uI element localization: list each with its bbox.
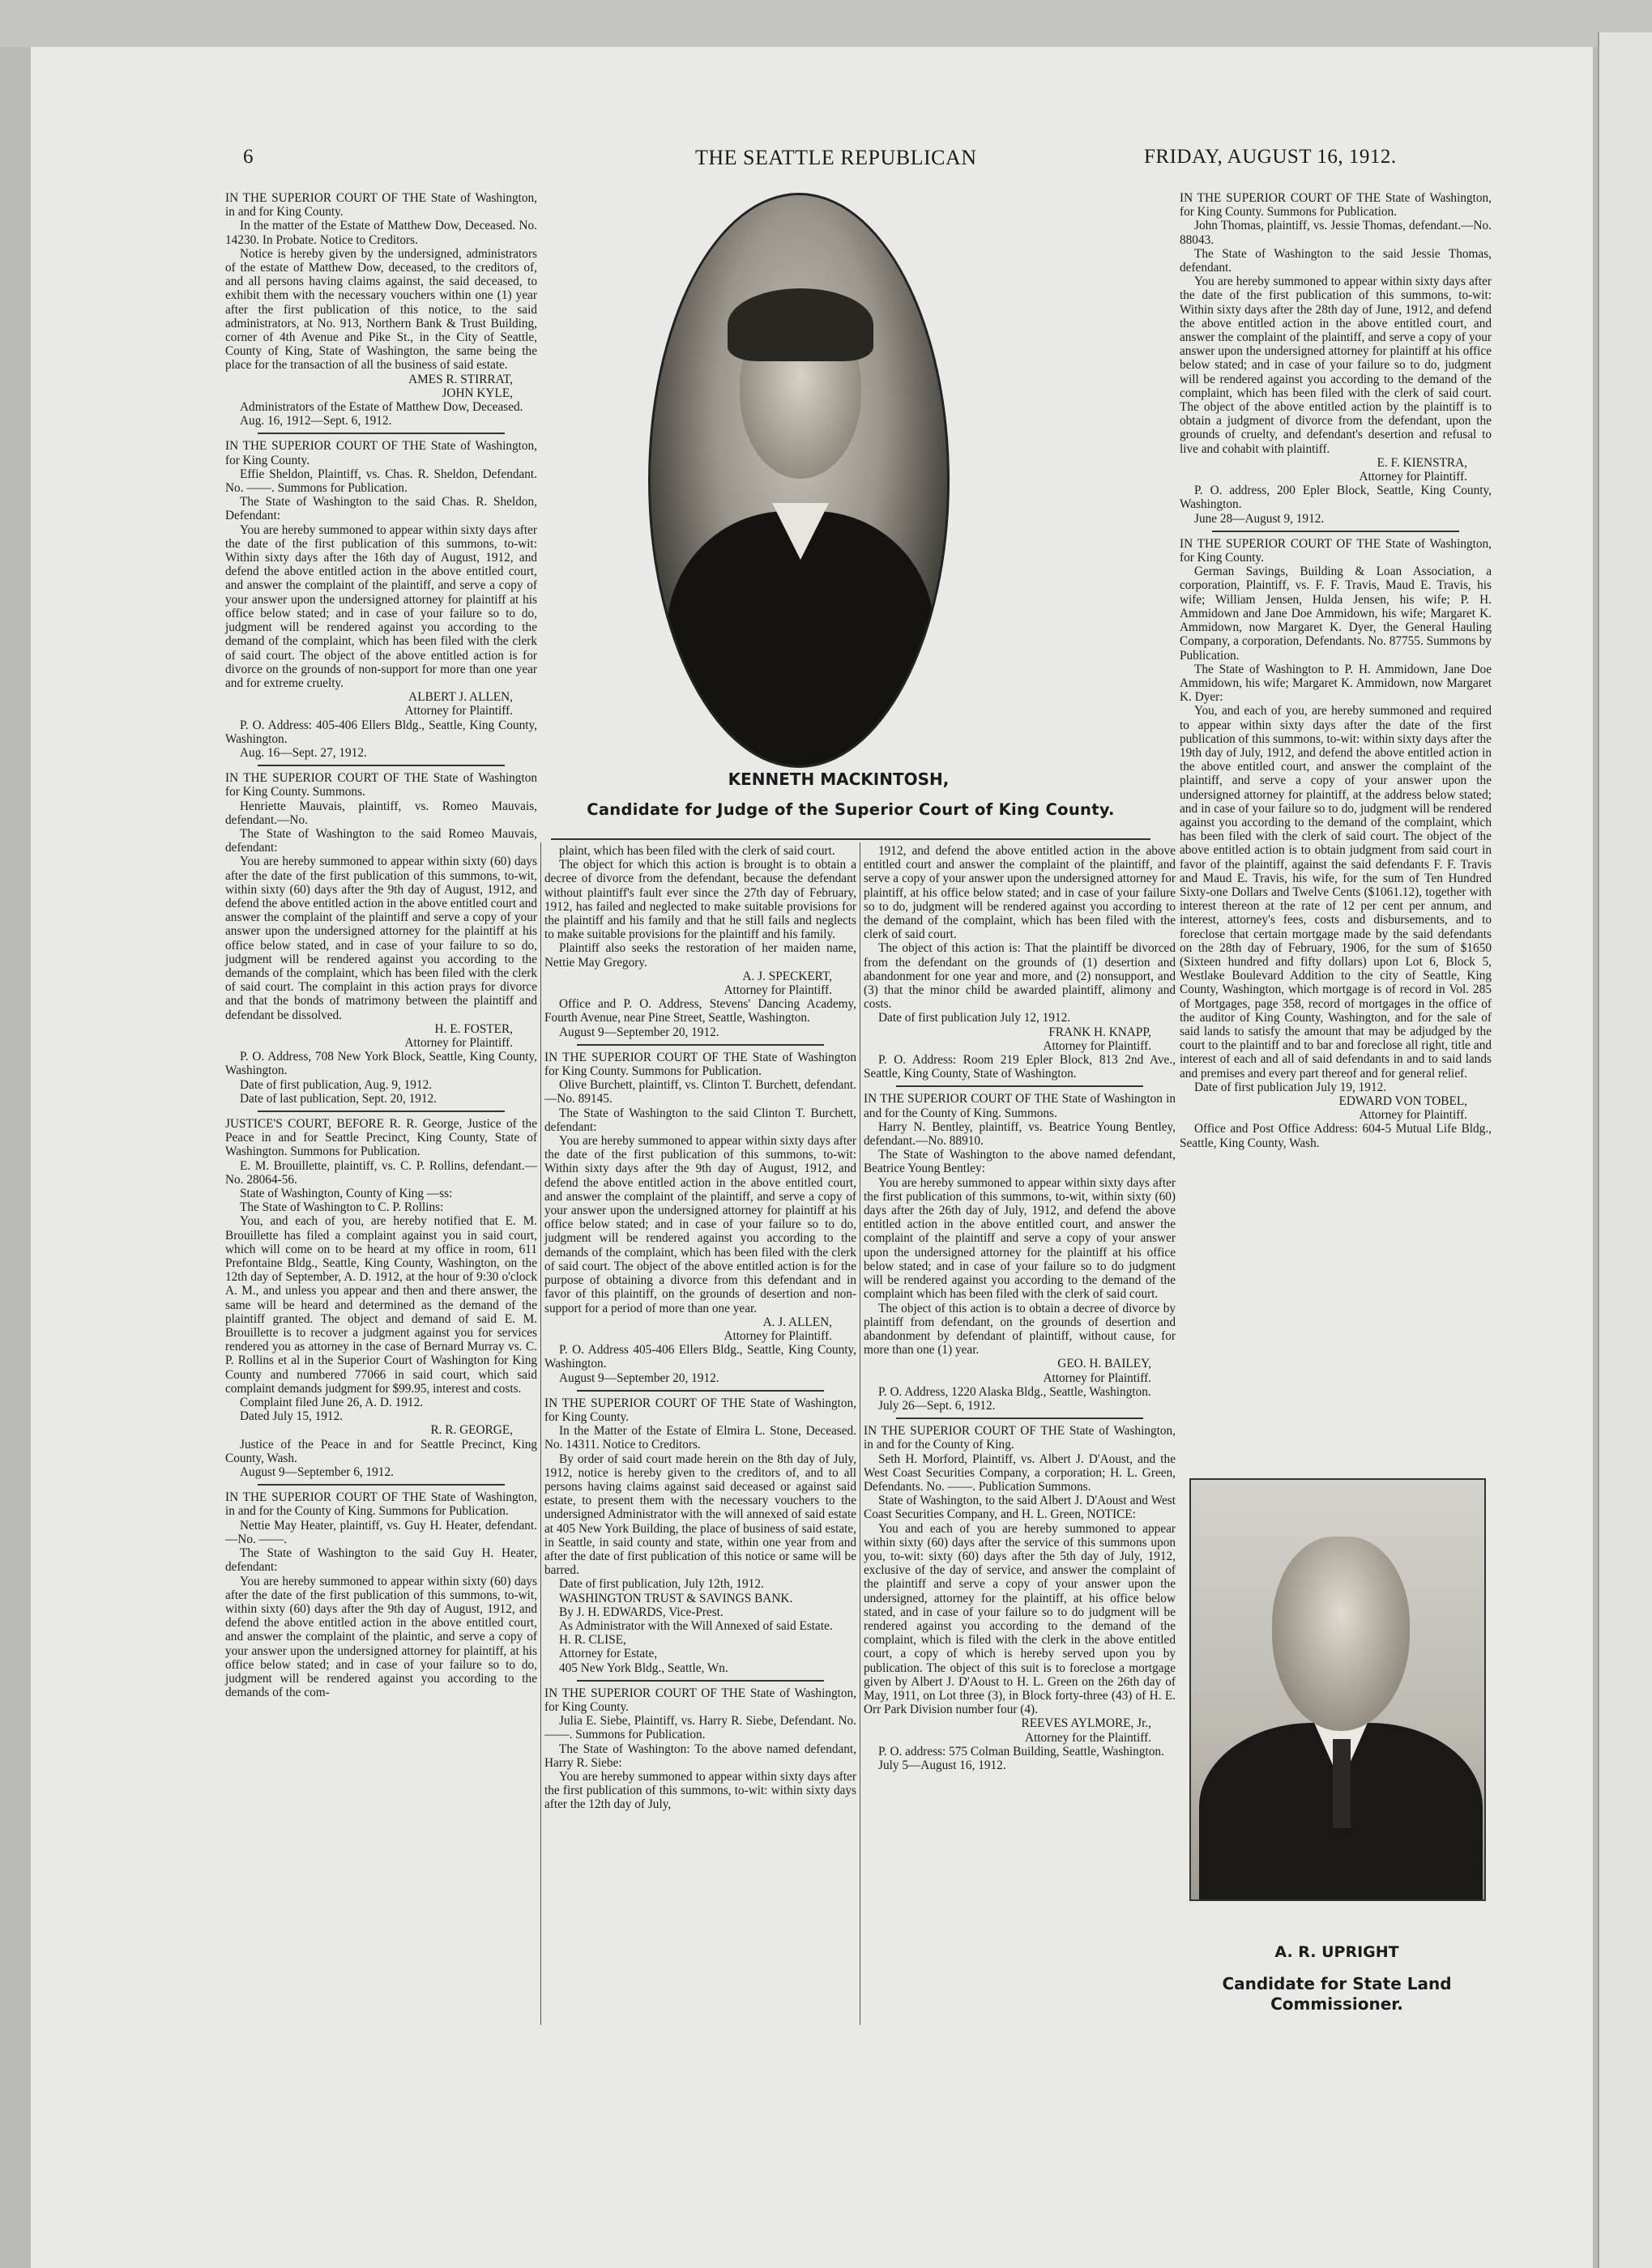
notice-paragraph: The object of this action is: That the plaintiff be divorced from the defendant on the grounds of (1) desertion and abandonment for one year and more, and (2) nonsupport, and (3) that the minor child be awarded plaintiff, alimony and costs. — [864, 941, 1176, 1012]
notice-signature: Attorney for Plaintiff. — [724, 983, 832, 998]
notice-footer: Aug. 16—Sept. 27, 1912. — [240, 745, 367, 760]
notice-paragraph: You, and each of you, are hereby summoned and required to appear within sixty days after the date of the first publication of this summons, to-wit: within sixty days after the 19th day of July, 1912, and defend the above entitled action in the above entitled court, and answer the complaint of the plaintiff, and serve a copy of your answer upon the undersigned attorney for plaintiff, at the address below stated; and in case of your failure so to do, judgment will be rendered against you according to the demand of the complaint, which has been filed with the clerk of said court. The object of the above entitled action is to obtain judgment from said court in favor of the plaintiff, against the said defendants F. F. Travis and Maud E. Travis, his wife, for the sum of Ten Hundred Sixty-one Dollars and Twelve Cents ($1061.12), together with interest thereon at the rate of 12 per cent per annum, and interest, attorney's fees, costs and disbursements, and to foreclose that certain mortgage made by the said defendants on the 28th day of February, 1906, for the sum of $1650 (Sixteen hundred and fifty dollars) upon Lot 6, Block 5, Westlake Boulevard Addition to the city of Seattle, King County, Washington, which mortgage is of record in Vol. 285 of Mortgages, page 358, record of mortgages in the office of the auditor of King County, Washington, and for the sale of said lands to satisfy the amount that may be adjudged by the court to the plaintiff and to bar and foreclose all right, title and interest of each and all of said defendants in and to said lands and premises and every part thereof and for general relief. — [1180, 704, 1492, 1081]
column-3 — [864, 844, 1176, 1774]
notice-heading: IN THE SUPERIOR COURT OF THE State of Washington, for King County. — [225, 439, 537, 467]
notice-footer: July 26—Sept. 6, 1912. — [878, 1398, 996, 1413]
notice-footer: June 28—August 9, 1912. — [1194, 511, 1325, 526]
notice-footer: P. O. Address, 1220 Alaska Bldg., Seattle, Washington. — [878, 1384, 1151, 1399]
notice-footer: Attorney for Estate, — [559, 1647, 658, 1661]
notice-paragraph: You are hereby summoned to appear within sixty (60) days after the date of the first publication of this summons, to-wit, within sixty (60) days after the 9th day of August, 1912, and defend the above entitled action in the above entitled court, and answer the complaint of the plaintic, and serve a copy of your answer upon the undersigned attorney for plaintiff, at his office below stated; and in case of your failure so to do, judgment will be rendered against you according to the demands of the com- — [225, 1574, 537, 1700]
portrait-kenneth-mackintosh — [648, 193, 950, 768]
notice-signature: Attorney for Plaintiff. — [1043, 1371, 1151, 1385]
notice-signature: Attorney for Plaintiff. — [724, 1328, 832, 1343]
notice-paragraph: Henriette Mauvais, plaintiff, vs. Romeo Mauvais, defendant.—No. — [225, 799, 537, 827]
notice-paragraph: The State of Washington to the said Romeo Mauvais, defendant: — [225, 826, 537, 855]
notice-paragraph: In the matter of the Estate of Matthew Dow, Deceased. No. 14230. In Probate. Notice to Creditors. — [225, 219, 537, 247]
notice-paragraph: By order of said court made herein on the 8th day of July, 1912, notice is hereby given to the creditors of, and to all persons having claims against said deceased or against said estate, to present them with the necessary vouchers to the undersigned Administrator with the will annexed of said estate at 405 New York Building, the place of business of said estate, in Seattle, in said county and state, within one year from and after the date of first publication of this notice or same will be barred. — [544, 1452, 856, 1578]
notice-paragraph: 1912, and defend the above entitled action in the above entitled court and answer the complaint of the plaintiff, and serve a copy of your answer upon the undersigned attorney for plaintiff, at his office below stated; and in case of your failure so to do, judgment will be rendered against you according to the demand of the complaint, which has been filed with the clerk of said court. — [864, 844, 1176, 942]
masthead-date: FRIDAY, AUGUST 16, 1912. — [1144, 146, 1397, 168]
portrait-2-title: Candidate for State Land Commissioner. — [1222, 1974, 1452, 2014]
notice-footer: Date of last publication, Sept. 20, 1912. — [240, 1091, 438, 1106]
notice-separator — [258, 1484, 505, 1486]
notice-paragraph: German Savings, Building & Loan Association, a corporation, Plaintiff, vs. F. F. Travis, Maud E. Travis, his wife; William Jensen, Hulda Jensen, his wife; P. H. Ammidown and Jane Doe Ammidown, his wife; Margaret K. Ammidown, now Margaret K. Dyer, the General Hauling Company, a corporation, Defendants. No. 87755. Summons by Publication. — [1180, 565, 1492, 663]
notice-paragraph: John Thomas, plaintiff, vs. Jessie Thomas, defendant.—No. 88043. — [1180, 219, 1492, 247]
notice-signature: Attorney for Plaintiff. — [1359, 1108, 1467, 1123]
notice-paragraph: You are hereby summoned to appear within sixty days after the date of the first publication of this summons, to-wit: Within sixty days after the 16th day of August, 1912, and defend the above entitled action in the above entitled court, and answer the complaint of the plaintiff, and serve a copy of your answer upon the undersigned attorney for plaintiff at his office below stated; and in case of your failure so to do, judgment will be rendered against you according to the demand of the complaint, which has been filed with the clerk of said court. The object of the above entitled action is for divorce on the grounds of non-support for more than one year and for extreme cruelty. — [225, 522, 537, 690]
notice-separator — [1212, 531, 1459, 532]
notice-paragraph: The State of Washington to the said Chas. R. Sheldon, Defendant: — [225, 495, 537, 523]
notice-footer: Administrators of the Estate of Matthew Dow, Deceased. — [240, 400, 523, 415]
notice-paragraph: The State of Washington to the said Clinton T. Burchett, defendant: — [544, 1106, 856, 1134]
notice-signature: EDWARD VON TOBEL, — [1338, 1094, 1467, 1108]
portrait-2-caption — [1175, 1942, 1499, 2014]
portrait-a-r-upright — [1189, 1478, 1486, 1901]
notice-paragraph: You are hereby summoned to appear within sixty (60) days after the date of the first publication of this summons, to-wit, within sixty (60) days after the 9th day of August, 1912, and defend the above entitled action in the above entitled court and answer the complaint of the plaintiff and serve a copy of your answer upon the undersigned attorney for the plaintiff at his office below stated, and in case of your failure to so do, judgment will be rendered against you according to the demands of the complaint, which has been filed with the clerk of said court. The complaint in this action prays for divorce and that the bonds of matrimony between the plaintiff and defendant be dissolved. — [225, 855, 537, 1022]
notice-signature: REEVES AYLMORE, Jr., — [1021, 1716, 1151, 1731]
notice-paragraph: The State of Washington to P. H. Ammidown, Jane Doe Ammidown, his wife; Margaret K. Ammidown, now Margaret K. Dyer: — [1180, 662, 1492, 705]
notice-signature: A. J. SPECKERT, — [742, 969, 832, 983]
notice-footer: P. O. Address, 708 New York Block, Seattle, King County, Washington. — [225, 1050, 537, 1078]
notice-footer: Office and P. O. Address, Stevens' Dancing Academy, Fourth Avenue, near Pine Street, Seattle, Washington. — [544, 997, 856, 1025]
notice-signature: H. E. FOSTER, — [434, 1021, 513, 1036]
notice-paragraph: Seth H. Morford, Plaintiff, vs. Albert J. D'Aoust, and the West Coast Securities Company, a corporation; H. L. Green, Defendants. No. ——. Publication Summons. — [864, 1452, 1176, 1494]
notice-separator — [258, 765, 505, 766]
page-number: 6 — [243, 146, 254, 168]
notice-paragraph: You are hereby summoned to appear within sixty days after the first publication of this summons, to-wit, within sixty (60) days after the 26th day of July, 1912, and defend the above entitled action in the above entitled court, and answer the complaint of the plaintiff and serve a copy of your answer upon the undersigned attorney for the plaintiff at his office below stated; and in case of your failure so to do judgment will be rendered against you according to the demand of the complaint which has been filed with the clerk of said court. — [864, 1175, 1176, 1302]
legal-notice — [864, 844, 1176, 1081]
column-4 — [1180, 191, 1492, 1152]
notice-signature: R. R. GEORGE, — [430, 1423, 513, 1438]
legal-notice — [225, 771, 537, 1106]
notice-heading: IN THE SUPERIOR COURT OF THE State of Washington, in and for the County of King. Summons for Publication. — [225, 1490, 537, 1519]
legal-notice — [225, 439, 537, 760]
notice-footer: July 5—August 16, 1912. — [878, 1759, 1006, 1772]
notice-footer: P. O. address: 575 Colman Building, Seattle, Washington. — [878, 1744, 1164, 1759]
notice-footer: Aug. 16, 1912—Sept. 6, 1912. — [240, 414, 392, 428]
notice-paragraph: In the Matter of the Estate of Elmira L. Stone, Deceased. No. 14311. Notice to Creditors. — [544, 1424, 856, 1452]
notice-paragraph: You are hereby summoned to appear within sixty days after the date of the first publication of this summons, to-wit: Within sixty days after the 28th day of June, 1912, and defend the above entitled action in the above entitled court, and answer the complaint of the plaintiff, and serve a copy of your answer upon the undersigned attorney for plaintiff at his office below stated; and in case of your failure so to do, judgment will be rendered against you according to the demand of the complaint, which has been filed with the clerk of said court. The object of the above entitled action by the plaintiff is to obtain a judgment of divorce from the defendant, upon the grounds of cruelty, and defendant's desertion and refusal to live and cohabit with plaintiff. — [1180, 275, 1492, 456]
notice-footer: By J. H. EDWARDS, Vice-Prest. — [559, 1605, 724, 1619]
notice-heading: IN THE SUPERIOR COURT OF THE State of Washington, in and for King County. — [225, 191, 537, 220]
notice-heading: IN THE SUPERIOR COURT OF THE State of Washington, for King County. — [1180, 536, 1492, 565]
notice-footer: Office and Post Office Address: 604-5 Mutual Life Bldg., Seattle, King County, Wash. — [1180, 1122, 1492, 1150]
notice-heading: IN THE SUPERIOR COURT OF THE State of Washington in and for the County of King. Summons. — [864, 1092, 1176, 1120]
notice-footer: P. O. Address: Room 219 Epler Block, 813 2nd Ave., Seattle, King County, State of Washington. — [864, 1053, 1176, 1081]
notice-footer: As Administrator with the Will Annexed of said Estate. — [559, 1618, 833, 1633]
notice-paragraph: Olive Burchett, plaintiff, vs. Clinton T. Burchett, defendant.—No. 89145. — [544, 1078, 856, 1106]
notice-paragraph: State of Washington, to the said Albert J. D'Aoust and West Coast Securities Company, and H. L. Green, NOTICE: — [864, 1494, 1176, 1522]
legal-notice — [864, 1092, 1176, 1413]
notice-paragraph: Dated July 15, 1912. — [240, 1409, 344, 1424]
notice-signature: ALBERT J. ALLEN, — [408, 690, 513, 705]
notice-signature: Attorney for Plaintiff. — [404, 704, 513, 718]
notice-separator — [577, 1044, 824, 1046]
notice-separator — [896, 1418, 1143, 1419]
notice-paragraph: Effie Sheldon, Plaintiff, vs. Chas. R. Sheldon, Defendant. No. ——. Summons for Publication. — [225, 467, 537, 496]
notice-heading: IN THE SUPERIOR COURT OF THE State of Washington for King County. Summons. — [225, 771, 537, 799]
notice-paragraph: Plaintiff also seeks the restoration of her maiden name, Nettie May Gregory. — [544, 941, 856, 970]
notice-heading: IN THE SUPERIOR COURT OF THE State of Washington for King County. Summons for Publication. — [544, 1050, 856, 1079]
column-1 — [225, 191, 537, 1701]
legal-notice — [1180, 191, 1492, 526]
notice-paragraph: Julia E. Siebe, Plaintiff, vs. Harry R. Siebe, Defendant. No. ——. Summons for Publication. — [544, 1714, 856, 1742]
notice-paragraph: State of Washington, County of King —ss: — [240, 1187, 453, 1201]
scan-margin-top — [0, 0, 1652, 47]
notice-paragraph: The State of Washington to C. P. Rollins: — [240, 1200, 444, 1215]
portrait-1-caption: Candidate for Judge of the Superior Court of King County. — [587, 800, 1115, 819]
legal-notice — [1180, 537, 1492, 1150]
notice-signature: Attorney for Plaintiff. — [1043, 1038, 1151, 1053]
notice-paragraph: The State of Washington: To the above named defendant, Harry R. Siebe: — [544, 1742, 856, 1770]
notice-paragraph: The State of Washington to the said Guy H. Heater, defendant: — [225, 1546, 537, 1575]
notice-paragraph: The State of Washington to the said Jessie Thomas, defendant. — [1180, 246, 1492, 275]
notice-separator — [896, 1085, 1143, 1087]
notice-heading: IN THE SUPERIOR COURT OF THE State of Washington, for King County. — [544, 1396, 856, 1424]
notice-footer: August 9—September 6, 1912. — [240, 1465, 394, 1480]
notice-separator — [577, 1390, 824, 1392]
notice-paragraph: The State of Washington to the above named defendant, Beatrice Young Bentley: — [864, 1148, 1176, 1176]
notice-paragraph: Date of first publication July 19, 1912. — [1194, 1080, 1387, 1094]
notice-separator — [577, 1680, 824, 1682]
notice-separator — [258, 1111, 505, 1112]
legal-notice — [225, 1490, 537, 1699]
caption-rule — [551, 838, 1150, 840]
notice-paragraph: You and each of you are hereby summoned to appear within sixty (60) days after the service of this summons upon you, to-wit: sixty (60) days after the 5th day of July, 1912, exclusive of the day of service, and answer the complaint of the plaintiff and serve a copy of your answer upon the undersigned, attorney for the plaintiff, at his office below stated, and in case of your failure so to do judgment will be rendered against you according to the demand of the complaint, which is filed with the clerk in the above entitled court, a copy of which is hereby served upon you by publication. The object of this suit is to foreclose a mortgage given by Albert J. D'Aoust to H. L. Green on the 26th day of May, 1911, on Lot three (3), in Block forty-three (43) of H. E. Orr Park Division number four (4). — [864, 1521, 1176, 1717]
notice-signature: FRANK H. KNAPP, — [1048, 1025, 1151, 1039]
notice-signature: Attorney for Plaintiff. — [404, 1035, 513, 1050]
notice-footer: P. O. Address 405-406 Ellers Bldg., Seattle, King County, Washington. — [544, 1343, 856, 1371]
notice-paragraph: Date of first publication, July 12th, 1912. — [559, 1577, 764, 1592]
notice-paragraph: Complaint filed June 26, A. D. 1912. — [240, 1396, 424, 1410]
notice-signature: AMES R. STIRRAT, — [408, 372, 513, 386]
notice-footer: WASHINGTON TRUST & SAVINGS BANK. — [559, 1591, 793, 1605]
notice-footer: P. O. Address: 405-406 Ellers Bldg., Seattle, King County, Washington. — [225, 718, 537, 746]
notice-paragraph: Date of first publication July 12, 1912. — [878, 1011, 1071, 1025]
notice-paragraph: Notice is hereby given by the undersigned, administrators of the estate of Matthew Dow, deceased, to the creditors of, and all persons having claims against, the said deceased, to exhibit them with the necessary vouchers within one (1) year after the first publication of this notice, to the said administrators, at No. 913, Northern Bank & Trust Building, corner of 4th Avenue and Pike St., in the City of Seattle, County of King, State of Washington, the same being the place for the transaction of all the business of said estate. — [225, 246, 537, 373]
notice-paragraph: Harry N. Bentley, plaintiff, vs. Beatrice Young Bentley, defendant.—No. 88910. — [864, 1119, 1176, 1149]
portrait-1-name: KENNETH MACKINTOSH, — [728, 770, 950, 789]
legal-notice — [544, 1686, 856, 1812]
notice-footer: H. R. CLISE, — [559, 1633, 626, 1648]
legal-notice — [544, 1396, 856, 1675]
notice-signature: Attorney for Plaintiff. — [1359, 470, 1467, 484]
notice-heading: IN THE SUPERIOR COURT OF THE State of Washington, in and for the County of King. — [864, 1424, 1176, 1452]
notice-heading: IN THE SUPERIOR COURT OF THE State of Washington, for King County. Summons for Publication. — [1180, 191, 1492, 220]
legal-notice — [544, 844, 856, 1039]
legal-notice — [864, 1424, 1176, 1772]
notice-paragraph: Nettie May Heater, plaintiff, vs. Guy H. Heater, defendant.—No. ——. — [225, 1518, 537, 1546]
notice-separator — [258, 433, 505, 434]
notice-footer: P. O. address, 200 Epler Block, Seattle, King County, Washington. — [1180, 484, 1492, 512]
legal-notice — [225, 1117, 537, 1479]
notice-paragraph: You, and each of you, are hereby notified that E. M. Brouillette has filed a complaint against you in said court, which will come on to be heard at my office in room, 611 Prefontaine Bldg., Seattle, King County, Washington, on the 12th day of September, A. D. 1912, at the hour of 9:30 o'clock A. M., and unless you appear and then and there answer, the same will be heard and determined as the demand of the plaintiff granted. The object and demand of said E. M. Brouillette is to recover a judgment against you for services rendered you as attorney in the case of Bernard Murray vs. C. P. Rollins et al in the Superior Court of Washington for King County and numbered 77066 in said court, which said complaint demands judgment for $99.95, interest and costs. — [225, 1214, 537, 1396]
column-divider — [540, 842, 541, 2025]
notice-paragraph: E. M. Brouillette, plaintiff, vs. C. P. Rollins, defendant.—No. 28064-56. — [225, 1158, 537, 1187]
notice-footer: Date of first publication, Aug. 9, 1912. — [240, 1077, 433, 1092]
legal-notice — [544, 1051, 856, 1385]
notice-signature: JOHN KYLE, — [442, 386, 513, 400]
notice-heading: IN THE SUPERIOR COURT OF THE State of Washington, for King County. — [544, 1686, 856, 1714]
legal-notice — [225, 191, 537, 428]
notice-signature: E. F. KIENSTRA, — [1377, 455, 1467, 470]
notice-footer: Justice of the Peace in and for Seattle Precinct, King County, Wash. — [225, 1437, 537, 1465]
notice-signature: A. J. ALLEN, — [762, 1315, 832, 1329]
notice-paragraph: The object of this action is to obtain a decree of divorce by plaintiff from defendant, on the grounds of desertion and abandonment by defendant of plaintiff, without cause, for more than one (1) year. — [864, 1301, 1176, 1358]
notice-signature: GEO. H. BAILEY, — [1057, 1357, 1151, 1371]
notice-footer: August 9—September 20, 1912. — [559, 1371, 719, 1385]
masthead-title: THE SEATTLE REPUBLICAN — [695, 146, 977, 169]
notice-footer: August 9—September 20, 1912. — [559, 1025, 719, 1039]
notice-signature: Attorney for the Plaintiff. — [1024, 1730, 1151, 1745]
notice-paragraph: The object for which this action is brought is to obtain a decree of divorce from the defendant, because the defendant without plaintiff's fault ever since the 27th day of February, 1912, has failed and neglected to make suitable provisions for the plaintiff and his family and that he still fails and neglects to make suitable provisions for the plaintiff and his family. — [544, 858, 856, 942]
column-2 — [544, 844, 856, 1814]
notice-footer: 405 New York Bldg., Seattle, Wn. — [559, 1660, 728, 1675]
notice-heading: JUSTICE'S COURT, BEFORE R. R. George, Justice of the Peace in and for Seattle Precinct, King County, State of Washington. Summons for Publication. — [225, 1117, 537, 1159]
portrait-2-name: A. R. UPRIGHT — [1274, 1943, 1399, 1961]
notice-paragraph: You are hereby summoned to appear within sixty days after the first publication of this summons, to-wit: within sixty days after the 12th day of July, — [544, 1770, 856, 1812]
next-page-edge — [1598, 32, 1652, 2268]
notice-paragraph: You are hereby summoned to appear within sixty days after the date of the first publication of this summons, to-wit: Within sixty days after the 9th day of August, 1912, and defend the above entitled action in the above entitled court, and answer the complaint of the plaintiff, and serve a copy of your answer upon the undersigned attorney for plaintiff at his office below stated; and in case of your failure so to do, judgment will be rendered against you according to the demands of the complaint, which has been filed with the clerk of said court. The object of the above entitled action is for the purpose of obtaining a divorce from this defendant and in favor of this plaintiff, on the grounds of desertion and non-support for a period of more than one year. — [544, 1134, 856, 1315]
notice-paragraph: plaint, which has been filed with the clerk of said court. — [559, 844, 835, 858]
